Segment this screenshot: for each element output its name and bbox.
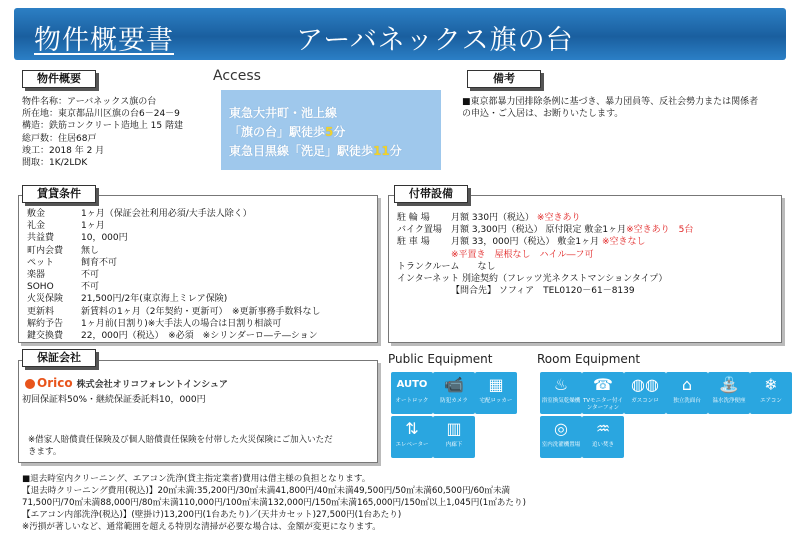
washlet-icon: ⛲ 温水洗浄便座: [708, 372, 750, 414]
intercom-icon: ☎ TVモニター付インターフォン: [582, 372, 624, 414]
elevator-icon: ⇅ エレベーター: [391, 416, 433, 458]
rental-row: [27, 306, 321, 318]
rental-row: [27, 269, 321, 281]
reheating-bath-icon: ♒ 追い焚き: [582, 416, 624, 458]
rental-row-value: 無し: [81, 245, 100, 256]
rental-row: [27, 232, 321, 244]
laundry-space-icon: ◎ 室内洗濯機置場: [540, 416, 582, 458]
rental-panel: [18, 195, 378, 343]
inner-corridor-icon: ▥ 内廊下: [433, 416, 475, 458]
facility-contact: 【問合先】 ソフィア TEL0120－61－8139: [451, 286, 635, 297]
room-equipment-title: Room Equipment: [537, 352, 641, 366]
facilities-rows: [397, 212, 693, 297]
rental-row: [27, 245, 321, 257]
rental-row-key: ペット: [27, 257, 55, 268]
header-banner: [14, 8, 786, 60]
rental-row: [27, 318, 321, 330]
rental-row-key: 解約予告: [27, 318, 64, 329]
orico-dot-icon: [25, 379, 35, 389]
overview-line: 物件名称：アーバネックス旗の台: [22, 97, 157, 107]
bathroom-dryer-icon: ♨ 浴室換気乾燥機: [540, 372, 582, 414]
rental-row-key: 楽器: [27, 270, 46, 281]
rental-row-value: 1ヶ月（保証会社利用必須/大手法人除く）: [81, 209, 252, 219]
remarks-text: [462, 96, 758, 120]
orico-logo: Orico 株式会社オリコフォレントインシュア: [25, 376, 228, 390]
rental-label: 賃貸条件: [22, 185, 96, 203]
access-line-1: 東急大井町・池上線: [229, 106, 338, 120]
remarks-label: 備考: [467, 70, 541, 88]
rental-row-value: 1ヶ月前(日割り)※大手法人の場合は日割り相談可: [81, 318, 282, 329]
remarks-line: ■東京都暴力団排除条例に基づき、暴力団員等、反社会勢力または関係者: [462, 97, 759, 107]
footer-line: ※汚損が著しいなど、通常範囲を超える特別な清掃が必要な場合は、金額が変更になります。: [22, 522, 381, 532]
rental-row-value: 1ヶ月: [81, 221, 105, 232]
rental-row: [27, 208, 321, 220]
rental-row-key: SOHO: [27, 282, 54, 293]
facility-trunk: トランクルーム なし: [397, 261, 496, 272]
rental-row: [27, 220, 321, 232]
rental-row-key: 礼金: [27, 221, 46, 232]
overview-line: 間取：1K/2LDK: [22, 158, 88, 169]
guarantor-note: ※借家人賠償責任保険及び個人賠償責任保険を付帯した火災保険にご加入いただ きます。: [28, 435, 333, 458]
rental-row: [27, 330, 321, 342]
rental-row-value: 飼育不可: [81, 257, 118, 268]
access-line-2: 「旗の台」駅徒歩5分: [229, 125, 346, 139]
document-title: 物件概要書: [34, 25, 174, 56]
rental-row-value: 不可: [81, 270, 100, 281]
overview-line: 構造：鉄筋コンクリート造地上 15 階建: [22, 121, 183, 132]
access-box: [221, 90, 441, 170]
rental-row-key: 火災保険: [27, 294, 64, 305]
footer-line: ■退去時室内クリーニング、エアコン洗浄(貸主指定業者)費用は借主様の負担となります。: [22, 474, 371, 484]
overview-lines: [22, 96, 183, 169]
overview-line: 竣工：2018 年 2 月: [22, 145, 105, 156]
facility-car-note: ※平置き 屋根なし ハイル―フ可: [451, 249, 594, 260]
rental-row: [27, 257, 321, 269]
rental-row: [27, 293, 321, 305]
property-name-title: アーバネックス旗の台: [296, 25, 574, 56]
autolock-icon: AUTO オートロック: [391, 372, 433, 414]
rental-row-value: 新賃料の1ヶ月（2年契約・更新可） ※更新事務手数料なし: [81, 306, 321, 317]
delivery-locker-icon: ▦ 宅配ロッカー: [475, 372, 517, 414]
footer-notes: [22, 473, 526, 533]
washbasin-icon: ⌂ 独立洗面台: [666, 372, 708, 414]
overview-line: 所在地：東京都品川区旗の台6－24－9: [22, 109, 180, 120]
rental-row-key: 町内会費: [27, 245, 64, 256]
facility-internet: インターネット 別途契約（フレッツ光ネクストマンションタイプ）: [397, 274, 668, 285]
rental-row-value: 10，000円: [81, 233, 128, 244]
rental-row-key: 共益費: [27, 233, 55, 244]
overview-line: 総戸数：住居68戸: [22, 133, 97, 144]
rental-row-key: 更新料: [27, 306, 55, 317]
air-conditioner-icon: ❄ エアコン: [750, 372, 792, 414]
guarantor-label: 保証会社: [22, 349, 96, 367]
public-equipment-title: Public Equipment: [388, 352, 493, 366]
security-camera-icon: 📹 防犯カメラ: [433, 372, 475, 414]
overview-label: 物件概要: [22, 70, 96, 88]
footer-line: 【エアコン内部洗浄(税込)】(壁掛け)13,200円(1台あたり)／(天井カセット)27,500円(1台あたり): [22, 510, 402, 520]
rental-row-key: 敷金: [27, 209, 46, 219]
remarks-line: の申込・ご入居は、お断りいたします。: [462, 109, 624, 120]
facility-car: 駐 車 場 月額 33，000円（税込） 敷金1ヶ月 ※空きなし: [397, 237, 646, 248]
rental-row-value: 22，000円（税込） ※必須 ※シリンダーロ―テ―ション: [81, 331, 318, 342]
guarantor-fee: 初回保証料50%・継続保証委託料10，000円: [22, 395, 206, 405]
footer-line: 71,500円/70㎡未満88,000円/80㎡未満110,000円/100㎡未満132,000円/150㎡未満165,000円/150㎡以上1,045円(1㎡あたり): [22, 498, 526, 508]
facilities-panel: [388, 195, 782, 343]
gas-stove-icon: ◍◍ ガスコンロ: [624, 372, 666, 414]
facility-bike: 駐 輪 場 月額 330円（税込） ※空きあり: [397, 213, 581, 223]
footer-line: 【退去時クリーニング費用(税込)】20㎡未満:35,200円/30㎡未満41,800円/40㎡未満49,500円/50㎡未満60,500円/60㎡未満: [22, 486, 511, 496]
facilities-label: 付帯設備: [394, 185, 468, 203]
facility-moto: バイク置場 月額 3,300円（税込） 原付限定 敷金1ヶ月 ※空きあり 5台: [397, 225, 694, 236]
rental-rows: [27, 208, 321, 342]
rental-row-value: 不可: [81, 282, 100, 293]
rental-row: [27, 281, 321, 293]
rental-row-key: 鍵交換費: [27, 331, 64, 342]
rental-row-value: 21,500円/2年(東京海上ミレア保険): [81, 294, 228, 305]
access-line-3: 東急目黒線「洗足」駅徒歩11分: [229, 144, 402, 158]
access-title: Access: [213, 68, 261, 84]
